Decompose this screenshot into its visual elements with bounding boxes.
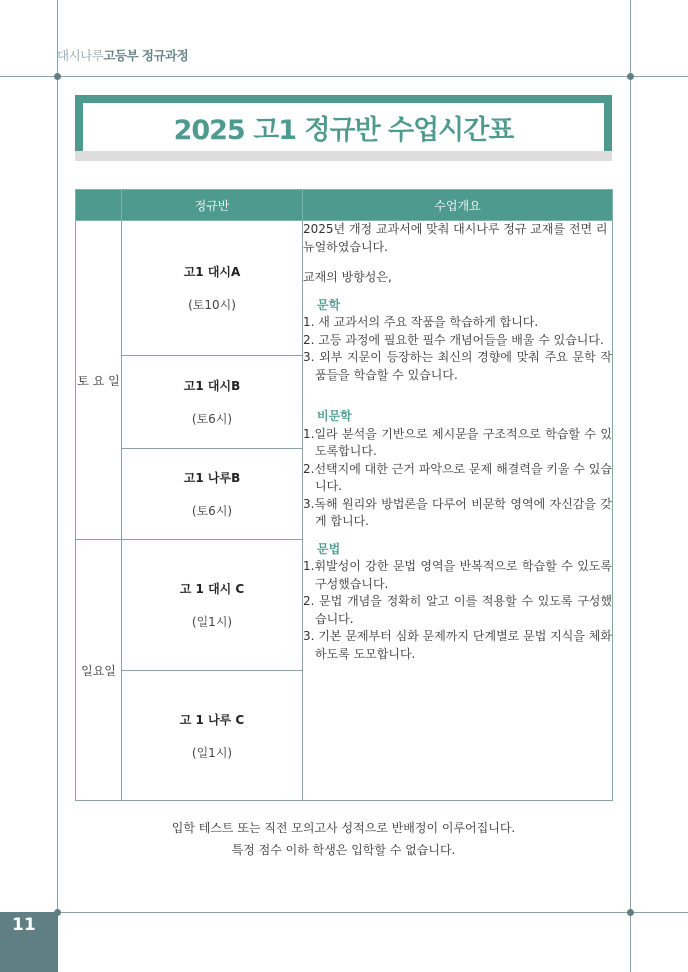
day-cell-sunday: 일요일 [76, 540, 122, 801]
class-time: (일1시) [191, 615, 233, 629]
section-list-grammar [303, 558, 612, 663]
class-time: (토6시) [191, 504, 233, 518]
frame-corner-dot [54, 73, 61, 80]
section-list-nonliterature [303, 426, 612, 531]
frame-corner-dot [627, 909, 634, 916]
day-cell-saturday: 토 요 일 [76, 221, 122, 540]
header-label-light: 대시나루 [57, 48, 104, 63]
footnote-line: 특정 점수 이하 학생은 입학할 수 없습니다. [231, 843, 456, 857]
section-list-literature [303, 314, 612, 384]
frame-line-left [57, 0, 58, 972]
list-item: 2. 고등 과정에 필요한 필수 개념어들을 배울 수 있습니다. [303, 332, 604, 347]
page-number-badge [0, 912, 58, 972]
schedule-table [75, 189, 613, 801]
class-time: (토6시) [191, 412, 233, 426]
class-time: (일1시) [191, 745, 233, 760]
table-header-row [76, 190, 613, 221]
class-cell [122, 540, 303, 671]
page-title: 2025 고1 정규반 수업시간표 [173, 114, 514, 146]
section-title-grammar: 문법 [317, 541, 341, 556]
class-name: 고 1 나루 C [179, 712, 245, 727]
footnote-line: 입학 테스트 또는 직전 모의고사 성적으로 반배정이 이루어집니다. [171, 821, 516, 835]
overview-cell [303, 221, 613, 801]
class-name: 고 1 대시 C [179, 582, 245, 596]
header-label-strong: 고등부 정규과정 [103, 48, 189, 63]
title-inner [83, 103, 604, 151]
class-name: 고1 나루B [183, 471, 241, 485]
class-cell [122, 356, 303, 449]
list-item: 3. 기본 문제부터 심화 문제까지 단계별로 문법 지식을 체화하도록 도모합니다. [303, 629, 612, 661]
list-item: 1. 새 교과서의 주요 작품을 학습하게 합니다. [303, 315, 539, 329]
list-item: 3. 외부 지문이 등장하는 최신의 경향에 맞춰 주요 문학 작품들을 학습할 수 있습니다. [303, 350, 612, 382]
class-name: 고1 대시A [183, 265, 241, 279]
class-cell [122, 671, 303, 801]
page-number: 11 [12, 915, 36, 935]
overview-intro: 2025년 개정 교과서에 맞춰 대시나루 정규 교재를 전면 리뉴얼하였습니다. [303, 222, 608, 254]
class-time: (토10시) [188, 298, 236, 312]
section-title-nonliterature: 비문학 [317, 409, 352, 423]
class-name: 고1 대시B [183, 379, 241, 393]
header-label [57, 46, 188, 64]
header-cell-day [76, 190, 122, 221]
footnote [75, 817, 612, 861]
list-item: 1.일라 분석을 기반으로 제시문을 구조적으로 학습할 수 있도록합니다. [303, 426, 612, 458]
list-item: 3.독해 원리와 방법론을 다루어 비문학 영역에 자신감을 갖게 합니다. [303, 496, 612, 528]
frame-corner-dot [627, 73, 634, 80]
list-item: 2. 문법 개념을 정확히 알고 이를 적용할 수 있도록 구성했습니다. [303, 594, 612, 626]
frame-line-right [630, 0, 631, 972]
frame-line-top [0, 76, 688, 77]
class-cell [122, 221, 303, 356]
frame-line-bottom [0, 912, 688, 913]
class-cell [122, 449, 303, 540]
header-cell-class: 정규반 [122, 190, 303, 221]
overview-direction: 교재의 방향성은, [303, 270, 392, 284]
list-item: 1.휘발성이 강한 문법 영역을 반복적으로 학습할 수 있도록 구성했습니다. [303, 559, 612, 591]
section-title-literature: 문학 [317, 297, 341, 312]
header-cell-overview: 수업개요 [303, 190, 613, 221]
title-box [75, 95, 612, 151]
table-row [76, 221, 613, 356]
list-item: 2.선택지에 대한 근거 파악으로 문제 해결력을 키울 수 있습니다. [303, 461, 612, 493]
